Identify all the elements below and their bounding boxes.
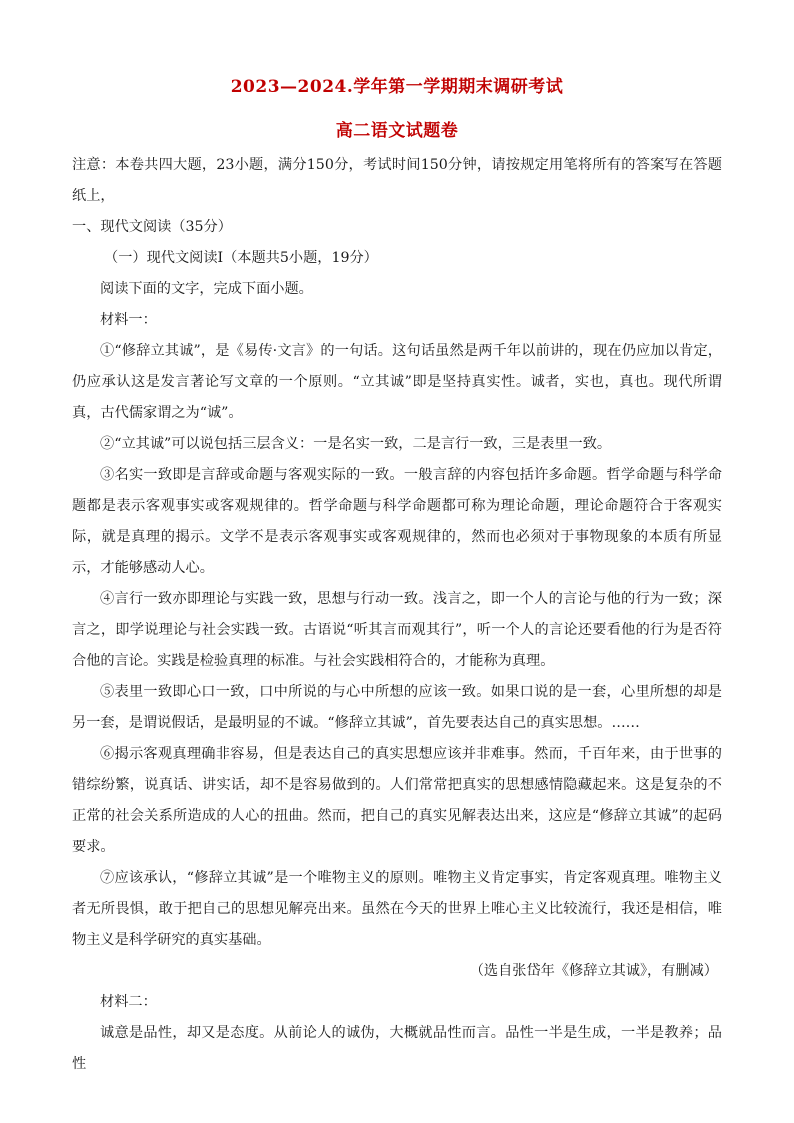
material-label: 材料二：	[100, 994, 157, 1010]
paragraph: ⑦应该承认，“修辞立其诚”是一个唯物主义的原则。唯物主义肯定事实，肯定客观真理。唯物主义者无所畏惧，敢于把自己的思想见解亮出来。虽然在今天的世界上唯心主义比较流行，我还是相信，唯物主义是科学研究的真实基础。	[72, 870, 722, 948]
paragraph: ①“修辞立其诚”，是《易传·文言》的一句话。这句话虽然是两千年以前讲的，现在仍应加以肯定，仍应承认这是发言著论写文章的一个原则。“立其诚”即是坚持真实性。诚者，实也，真也。现代所谓真，古代儒家谓之为“诚”。	[72, 343, 722, 421]
exam-content	[72, 150, 722, 1080]
section-heading: 一、现代文阅读（35分）	[72, 219, 232, 235]
paragraph: ②“立其诚”可以说包括三层含义：一是名实一致，二是言行一致，三是表里一致。	[100, 436, 612, 452]
source-citation: （选自张岱年《修辞立其诚》，有删减）	[469, 963, 718, 979]
material-label: 材料一：	[100, 312, 157, 328]
exam-subtitle: 高二语文试题卷	[335, 121, 459, 141]
paragraph: ⑥揭示客观真理确非容易，但是表达自己的真实思想应该并非难事。然而，千百年来，由于世事的错综纷繁，说真话、讲实话，却不是容易做到的。人们常常把真实的思想感情隐藏起来。这是复杂的不正常的社会关系所造成的人心的扭曲。然而，把自己的真实见解表达出来，这应是“修辞立其诚”的起码要求。	[72, 746, 722, 855]
instruction-text: 阅读下面的文字，完成下面小题。	[100, 281, 313, 297]
exam-title: 2023—2024.学年第一学期期末调研考试	[230, 77, 564, 97]
paragraph: ④言行一致亦即理论与实践一致，思想与行动一致。浅言之，即一个人的言论与他的行为一致；深言之，即学说理论与社会实践一致。古语说“听其言而观其行”，听一个人的言论还要看他的行为是否符合他的言论。实践是检验真理的标准。与社会实践相符合的，才能称为真理。	[72, 591, 722, 669]
subsection-heading: （一）现代文阅读Ⅰ（本题共5小题，19分）	[104, 250, 378, 266]
notice-text: 注意：本卷共四大题，23小题，满分150分，考试时间150分钟，请按规定用笔将所有的答案写在答题纸上，	[72, 157, 722, 204]
paragraph: ③名实一致即是言辞或命题与客观实际的一致。一般言辞的内容包括许多命题。哲学命题与科学命题都是表示客观事实或客观规律的。哲学命题与科学命题都可称为理论命题，理论命题符合于客观实际，就是真理的揭示。文学不是表示客观事实或客观规律的，然而也必须对于事物现象的本质有所显示，才能够感动人心。	[72, 467, 722, 576]
paragraph: 诚意是品性，却又是态度。从前论人的诚伪，大概就品性而言。品性一半是生成，一半是教养；品性	[72, 1025, 722, 1072]
paragraph: ⑤表里一致即心口一致，口中所说的与心中所想的应该一致。如果口说的是一套，心里所想的却是另一套，是谓说假话，是最明显的不诚。“修辞立其诚”，首先要表达自己的真实思想。……	[72, 684, 722, 731]
